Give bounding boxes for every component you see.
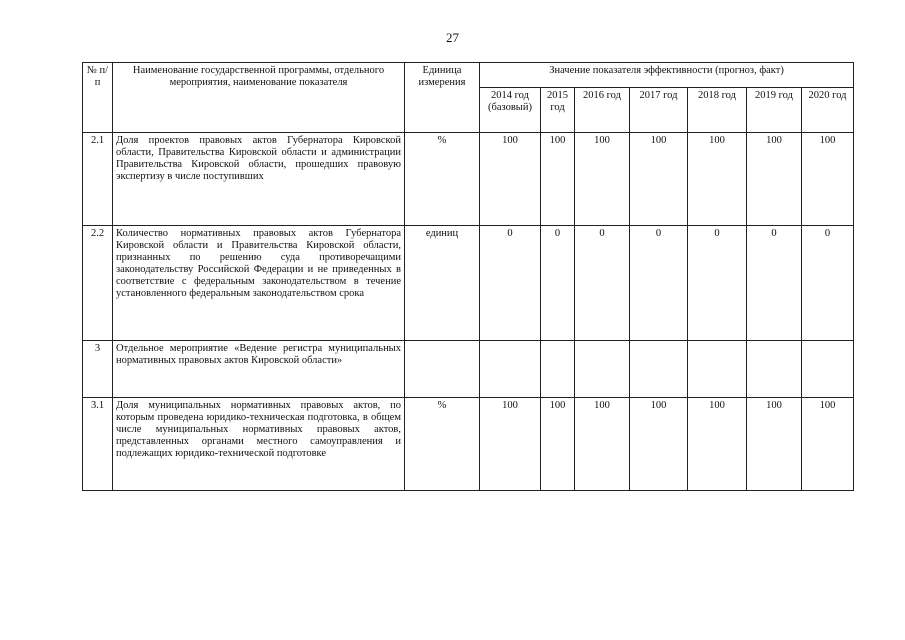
row-value: 0 — [480, 226, 541, 341]
table-row — [83, 341, 854, 398]
row-value — [630, 341, 688, 398]
row-unit: % — [405, 398, 480, 491]
row-name: Доля муниципальных нормативных правовых актов, по которым проведена юридико-техническая подготовка, в общем числе муниципальных нормативных правовых актов, представленных органами местного самоуправления и подлежащих юридико-технической подготовке — [113, 398, 405, 491]
row-value: 0 — [802, 226, 854, 341]
row-value: 0 — [630, 226, 688, 341]
table-row — [83, 133, 854, 226]
row-value: 100 — [480, 133, 541, 226]
row-value: 100 — [630, 133, 688, 226]
row-value — [575, 341, 630, 398]
row-value: 100 — [747, 133, 802, 226]
row-num: 2.1 — [83, 133, 113, 226]
row-name: Отдельное мероприятие «Ведение регистра муниципальных нормативных правовых актов Кировской области» — [113, 341, 405, 398]
row-value: 100 — [688, 398, 747, 491]
row-unit — [405, 341, 480, 398]
row-value: 100 — [688, 133, 747, 226]
row-name: Количество нормативных правовых актов Губернатора Кировской области и Правительства Кировской области, признанных по решению суда противоречащими законодательству Российской Федерации и не приведенных в соответствие с федеральным законодательством в течение установленного федеральным законодательством срока — [113, 226, 405, 341]
row-value: 100 — [480, 398, 541, 491]
row-unit: единиц — [405, 226, 480, 341]
row-value: 100 — [747, 398, 802, 491]
row-unit: % — [405, 133, 480, 226]
row-value: 100 — [541, 133, 575, 226]
header-year: 2019 год — [747, 88, 802, 133]
header-year: 2014 год (базовый) — [480, 88, 541, 133]
row-num: 3.1 — [83, 398, 113, 491]
header-year: 2016 год — [575, 88, 630, 133]
header-values-group: Значение показателя эффективности (прогноз, факт) — [480, 63, 854, 88]
indicators-table — [82, 62, 854, 491]
row-value: 100 — [630, 398, 688, 491]
row-value: 100 — [802, 133, 854, 226]
row-value: 100 — [541, 398, 575, 491]
row-value: 0 — [688, 226, 747, 341]
row-num: 2.2 — [83, 226, 113, 341]
row-num: 3 — [83, 341, 113, 398]
row-value: 0 — [541, 226, 575, 341]
row-value — [541, 341, 575, 398]
table-row — [83, 398, 854, 491]
row-value — [688, 341, 747, 398]
row-value: 100 — [802, 398, 854, 491]
row-value — [480, 341, 541, 398]
row-value: 0 — [747, 226, 802, 341]
header-year: 2018 год — [688, 88, 747, 133]
row-value — [747, 341, 802, 398]
row-value: 100 — [575, 398, 630, 491]
header-year: 2017 год — [630, 88, 688, 133]
row-value — [802, 341, 854, 398]
header-year: 2015 год — [541, 88, 575, 133]
header-name: Наименование государственной программы, отдельного мероприятия, наименование показателя — [113, 63, 405, 133]
row-value: 0 — [575, 226, 630, 341]
table-row — [83, 226, 854, 341]
row-name: Доля проектов правовых актов Губернатора Кировской области, Правительства Кировской области и администрации Правительства Кировской области, прошедших правовую экспертизу в числе поступивших — [113, 133, 405, 226]
header-year: 2020 год — [802, 88, 854, 133]
page-number: 27 — [446, 30, 459, 45]
row-value: 100 — [575, 133, 630, 226]
header-unit: Единица измерения — [405, 63, 480, 133]
header-num: № п/п — [83, 63, 113, 133]
header-row-top — [83, 63, 854, 88]
